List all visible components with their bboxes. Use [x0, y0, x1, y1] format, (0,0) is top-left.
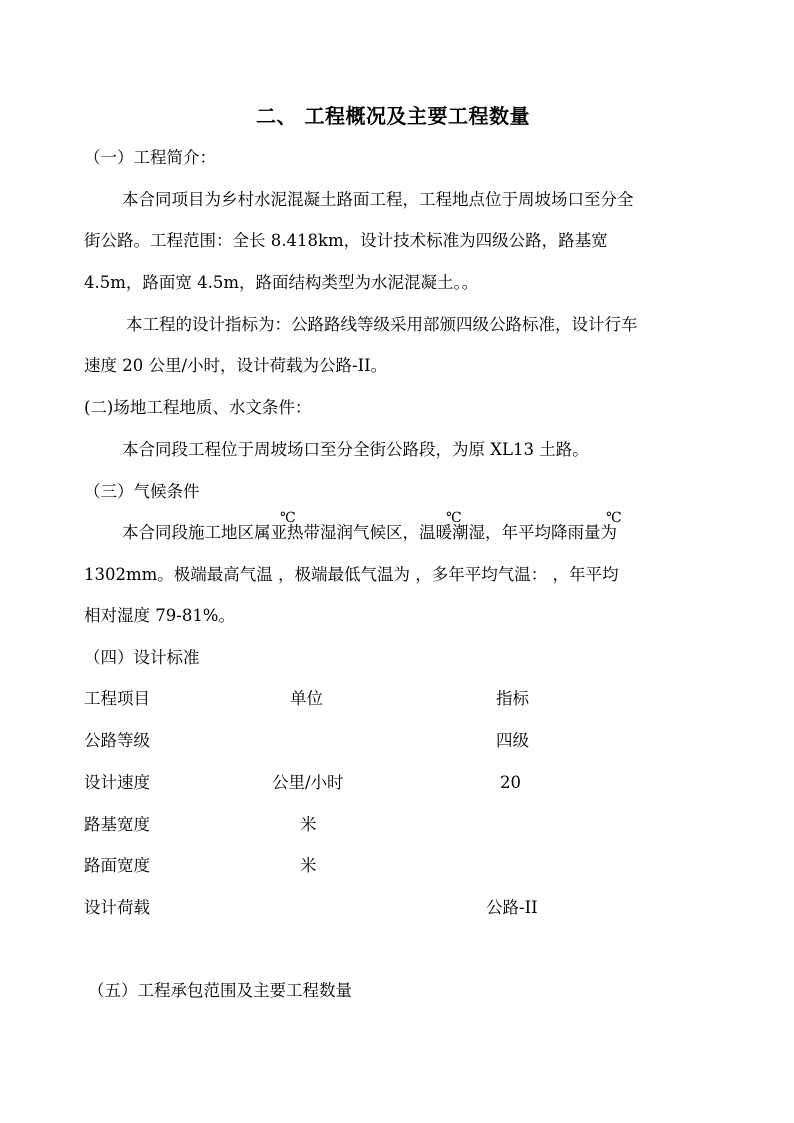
- section-3-para-line3: 相对湿度 79-81%。: [84, 606, 235, 625]
- section-1-para1-line3: 4.5m，路面宽 4.5m，路面结构类型为水泥混凝土。。: [84, 273, 479, 292]
- section-4-heading: （四）设计标准: [84, 648, 200, 667]
- section-1-para2-line1: 本工程的设计指标为：公路路线等级采用部颁四级公路标准，设计行车: [126, 315, 638, 334]
- table-row-3-unit: 米: [300, 815, 317, 834]
- table-header-item: 工程项目: [84, 689, 150, 708]
- table-row-3-item: 路基宽度: [84, 815, 150, 834]
- degree-symbol-1: ℃: [280, 510, 296, 526]
- table-header-unit: 单位: [290, 689, 323, 708]
- section-1-para2-line2: 速度 20 公里/小时，设计荷载为公路-II。: [84, 356, 388, 375]
- section-1-heading: （一）工程简介：: [84, 148, 216, 167]
- section-5-heading: （五）工程承包范围及主要工程数量: [88, 981, 352, 1000]
- table-row-2-index: 20: [500, 773, 521, 792]
- section-3-para-line2: 1302mm。极端最高气温 ，极端最低气温为 ，多年平均气温： ，年平均: [84, 565, 619, 584]
- section-2-heading: (二)场地工程地质、水文条件：: [84, 398, 312, 417]
- table-row-1-index: 四级: [496, 731, 529, 750]
- degree-symbol-3: ℃: [606, 510, 622, 526]
- table-row-4-item: 路面宽度: [84, 856, 150, 875]
- table-row-2-unit: 公里/小时: [272, 773, 344, 792]
- degree-symbol-2: ℃: [446, 510, 462, 526]
- table-header-index: 指标: [496, 689, 529, 708]
- table-row-5-item: 设计荷载: [84, 898, 150, 917]
- section-3-heading: （三）气候条件: [84, 482, 200, 501]
- section-1-para1-line2: 街公路。工程范围：全长 8.418km，设计技术标准为四级公路，路基宽: [84, 231, 608, 250]
- section-3-para-line1: 本合同段施工地区属亚热带湿润气候区，温暖潮湿，年平均降雨量为: [122, 523, 617, 542]
- section-2-para-line1: 本合同段工程位于周坡场口至分全街公路段，为原 XL13 土路。: [122, 440, 589, 459]
- table-row-4-unit: 米: [300, 856, 317, 875]
- page-title: 二、 工程概况及主要工程数量: [256, 104, 530, 128]
- table-row-1-item: 公路等级: [84, 731, 150, 750]
- table-row-5-index: 公路-II: [486, 898, 538, 917]
- section-1-para1-line1: 本合同项目为乡村水泥混凝土路面工程，工程地点位于周坡场口至分全: [122, 190, 634, 209]
- table-row-2-item: 设计速度: [84, 773, 150, 792]
